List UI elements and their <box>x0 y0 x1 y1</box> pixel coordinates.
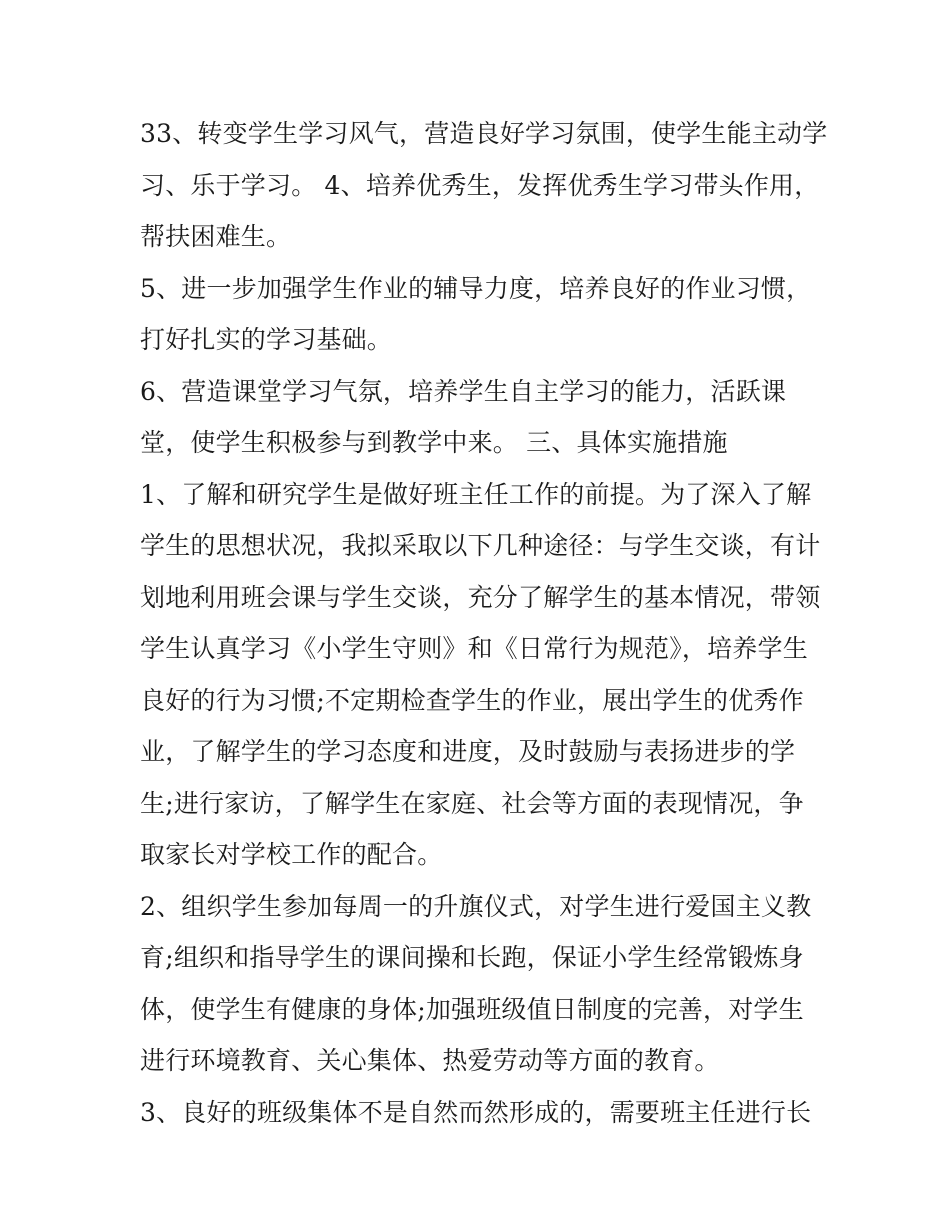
document-body <box>140 108 828 1138</box>
text-line: 进行环境教育、关心集体、热爱劳动等方面的教育。 <box>140 1046 720 1075</box>
text-line: 堂，使学生积极参与到教学中来。 三、具体实施措施 <box>140 428 728 457</box>
text-line: 帮扶困难生。 <box>140 222 292 251</box>
text-line: 打好扎实的学习基础。 <box>140 325 393 354</box>
text-line: 划地利用班会课与学生交谈，充分了解学生的基本情况，带领 <box>140 582 821 612</box>
text-line: 取家长对学校工作的配合。 <box>140 840 443 869</box>
text-line: 体，使学生有健康的身体;加强班级值日制度的完善，对学生 <box>140 994 804 1024</box>
text-line: 业，了解学生的学习态度和进度，及时鼓励与表扬进步的学 <box>140 737 796 766</box>
text-line: 33、转变学生学习风气，营造良好学习氛围，使学生能主动学 <box>140 119 828 148</box>
text-line: 2、组织学生参加每周一的升旗仪式，对学生进行爱国主义教 <box>140 891 812 921</box>
text-line: 3、良好的班级集体不是自然而然形成的，需要班主任进行长 <box>140 1097 812 1127</box>
text-line: 6、营造课堂学习气氛，培养学生自主学习的能力，活跃课 <box>140 376 787 406</box>
text-line: 良好的行为习惯;不定期检查学生的作业，展出学生的优秀作 <box>140 685 804 715</box>
text-line: 学生的思想状况，我拟采取以下几种途径：与学生交谈，有计 <box>140 531 821 560</box>
text-line: 习、乐于学习。 4、培养优秀生，发挥优秀生学习带头作用， <box>140 170 820 200</box>
text-line: 育;组织和指导学生的课间操和长跑，保证小学生经常锻炼身 <box>140 943 804 972</box>
text-line: 1、了解和研究学生是做好班主任工作的前提。为了深入了解 <box>140 479 812 509</box>
text-line: 5、进一步加强学生作业的辅导力度，培养良好的作业习惯， <box>140 273 812 303</box>
text-line: 生;进行家访，了解学生在家庭、社会等方面的表现情况，争 <box>140 788 804 818</box>
text-line: 学生认真学习《小学生守则》和《日常行为规范》，培养学生 <box>140 634 808 663</box>
